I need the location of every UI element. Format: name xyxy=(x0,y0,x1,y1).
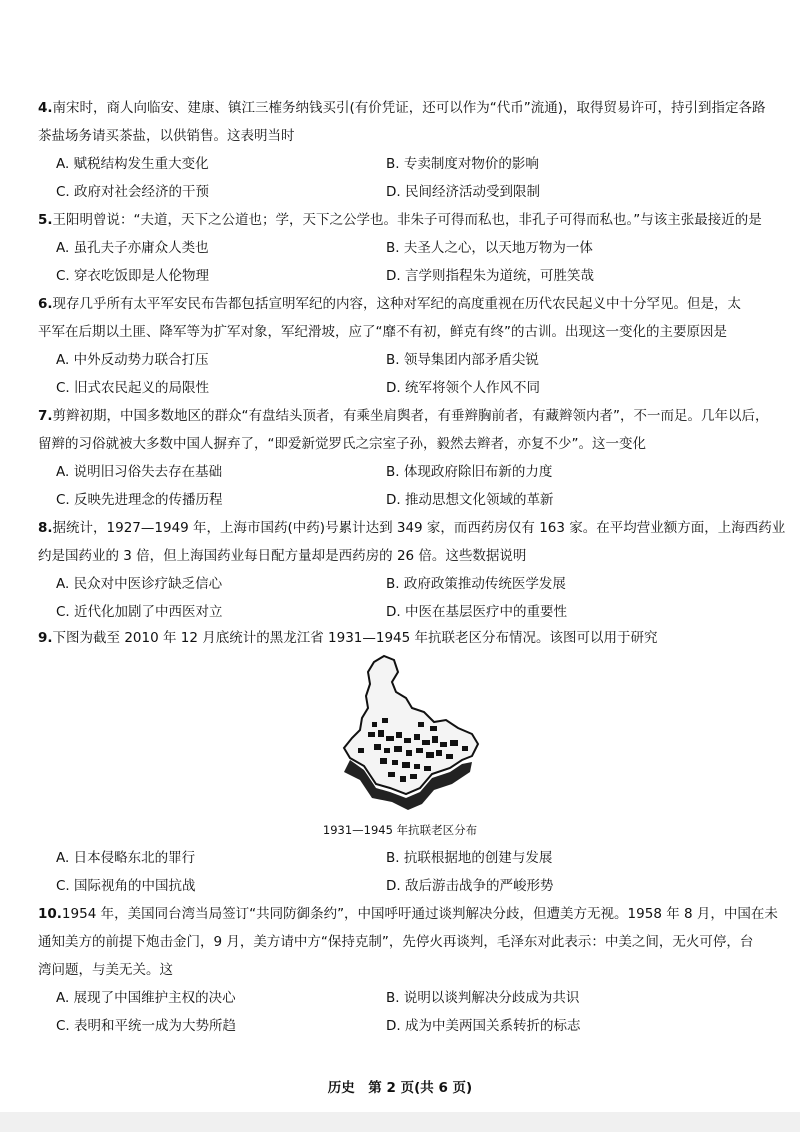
question-8-number: 8. xyxy=(38,520,53,536)
question-10-option-c[interactable]: C. 表明和平统一成为大势所趋 xyxy=(56,1018,237,1034)
question-5-option-d[interactable]: D. 言学则指程朱为道统，可胜笑哉 xyxy=(386,268,594,284)
question-4-text-1: 南宋时，商人向临安、建康、镇江三榷务纳钱买引(有价凭证，还可以作为“代币”流通)，取得贸易许可，持引到指定各路 xyxy=(52,100,766,116)
question-7-option-b[interactable]: B. 体现政府除旧布新的力度 xyxy=(386,464,553,480)
question-9-option-d[interactable]: D. 敌后游击战争的严峻形势 xyxy=(386,878,554,894)
question-9-line-1 xyxy=(38,628,658,648)
question-7-text-1: 剪辫初期，中国多数地区的群众“有盘结头顶者，有乘坐肩舆者，有垂辫胸前者，有藏辫领内者”，不一而足。几年以后， xyxy=(52,408,769,424)
bottom-bar xyxy=(0,1112,800,1132)
figure-caption: 1931—1945 年抗联老区分布 xyxy=(322,823,478,837)
question-4-number: 4. xyxy=(38,100,53,116)
question-7-number: 7. xyxy=(38,408,53,424)
question-9-option-a[interactable]: A. 日本侵略东北的罪行 xyxy=(56,850,196,866)
question-8-option-b[interactable]: B. 政府政策推动传统医学发展 xyxy=(386,576,566,592)
question-8-text-1: 据统计，1927—1949 年，上海市国药(中药)号累计达到 349 家，而西药房仅有 163 家。在平均营业额方面，上海西药业 xyxy=(52,520,786,536)
question-9-option-c[interactable]: C. 国际视角的中国抗战 xyxy=(56,878,196,894)
question-9-option-b[interactable]: B. 抗联根据地的创建与发展 xyxy=(386,850,553,866)
question-4-line-1 xyxy=(38,98,766,118)
question-8-option-d[interactable]: D. 中医在基层医疗中的重要性 xyxy=(386,604,567,620)
question-10-option-d[interactable]: D. 成为中美两国关系转折的标志 xyxy=(386,1018,581,1034)
question-7-option-d[interactable]: D. 推动思想文化领域的革新 xyxy=(386,492,554,508)
question-6-option-a[interactable]: A. 中外反动势力联合打压 xyxy=(56,352,209,368)
question-4-line-2: 茶盐场务请买茶盐，以供销售。这表明当时 xyxy=(38,128,295,144)
question-4-option-a[interactable]: A. 赋税结构发生重大变化 xyxy=(56,156,209,172)
question-10-line-1 xyxy=(38,904,778,924)
question-5-line-1 xyxy=(38,210,762,230)
question-10-line-3: 湾问题，与美无关。这 xyxy=(38,962,173,978)
question-6-option-d[interactable]: D. 统军将领个人作风不同 xyxy=(386,380,540,396)
question-10-text-1: 1954 年，美国同台湾当局签订“共同防御条约”，中国呼吁通过谈判解决分歧，但遭美方无视。1958 年 8 月，中国在未 xyxy=(61,906,778,922)
question-8-line-1 xyxy=(38,518,785,538)
question-8-line-2: 约是国药业的 3 倍，但上海国药业每日配方量却是西药房的 26 倍。这些数据说明 xyxy=(38,548,527,564)
question-5-option-a[interactable]: A. 虽孔夫子亦庸众人类也 xyxy=(56,240,209,256)
question-10-option-b[interactable]: B. 说明以谈判解决分歧成为共识 xyxy=(386,990,580,1006)
question-6-line-1 xyxy=(38,294,741,314)
question-5-option-b[interactable]: B. 夫圣人之心，以天地万物为一体 xyxy=(386,240,593,256)
question-6-option-b[interactable]: B. 领导集团内部矛盾尖锐 xyxy=(386,352,539,368)
question-6-number: 6. xyxy=(38,296,53,312)
question-5-option-c[interactable]: C. 穿衣吃饭即是人伦物理 xyxy=(56,268,210,284)
question-4-option-d[interactable]: D. 民间经济活动受到限制 xyxy=(386,184,540,200)
heilongjiang-map-icon xyxy=(322,652,482,817)
question-6-text-1: 现存几乎所有太平军安民布告都包括宣明军纪的内容，这种对军纪的高度重视在历代农民起义中十分罕见。但是，太 xyxy=(52,296,742,312)
question-10-option-a[interactable]: A. 展现了中国维护主权的决心 xyxy=(56,990,236,1006)
question-6-option-c[interactable]: C. 旧式农民起义的局限性 xyxy=(56,380,210,396)
question-8-option-a[interactable]: A. 民众对中医诊疗缺乏信心 xyxy=(56,576,223,592)
question-9-number: 9. xyxy=(38,630,53,646)
question-7-option-c[interactable]: C. 反映先进理念的传播历程 xyxy=(56,492,223,508)
question-10-line-2: 通知美方的前提下炮击金门，9 月，美方请中方“保持克制”，先停火再谈判，毛泽东对此表示：中美之间，无火可停，台 xyxy=(38,934,754,950)
question-4-option-b[interactable]: B. 专卖制度对物价的影响 xyxy=(386,156,539,172)
question-7-line-2: 留辫的习俗就被大多数中国人摒弃了，“即爱新觉罗氏之宗室子孙，毅然去辫者，亦复不少”。这一变化 xyxy=(38,436,646,452)
question-4-option-c[interactable]: C. 政府对社会经济的干预 xyxy=(56,184,210,200)
question-7-line-1 xyxy=(38,406,769,426)
question-8-option-c[interactable]: C. 近代化加剧了中西医对立 xyxy=(56,604,223,620)
page-footer: 历史 第 2 页(共 6 页) xyxy=(327,1080,473,1096)
question-5-text-1: 王阳明曾说：“夫道，天下之公道也；学，天下之公学也。非朱子可得而私也，非孔子可得而私也。”与该主张最接近的是 xyxy=(52,212,762,228)
question-7-option-a[interactable]: A. 说明旧习俗失去存在基础 xyxy=(56,464,223,480)
question-6-line-2: 平军在后期以土匪、降军等为扩军对象，军纪滑坡，应了“靡不有初，鲜克有终”的古训。出现这一变化的主要原因是 xyxy=(38,324,727,340)
question-5-number: 5. xyxy=(38,212,53,228)
question-10-number: 10. xyxy=(38,906,62,922)
question-9-text-1: 下图为截至 2010 年 12 月底统计的黑龙江省 1931—1945 年抗联老区分布情况。该图可以用于研究 xyxy=(52,630,658,646)
